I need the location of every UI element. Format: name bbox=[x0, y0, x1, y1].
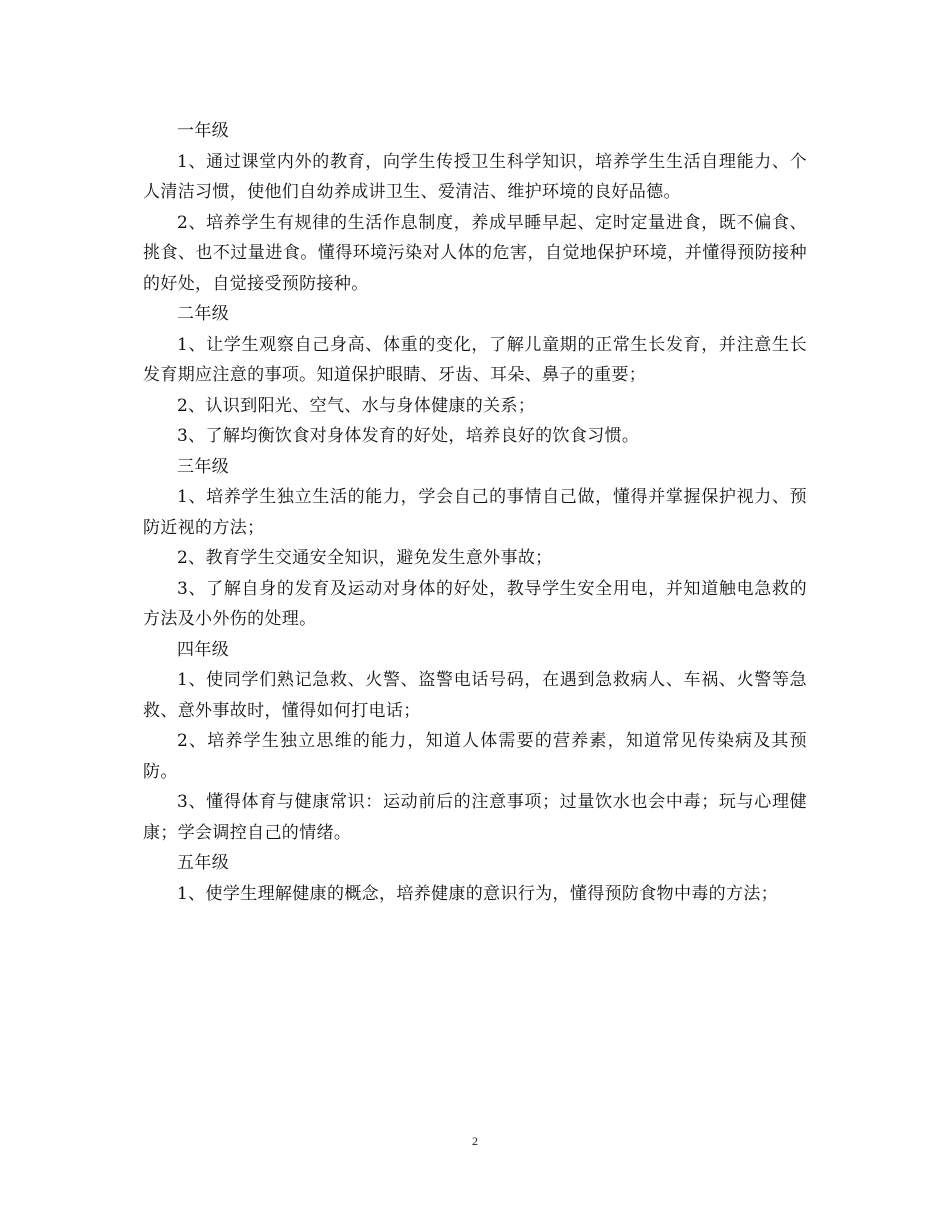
section-heading-grade-3: 三年级 bbox=[177, 456, 230, 477]
section-heading-grade-1: 一年级 bbox=[177, 121, 230, 141]
section-heading-grade-4: 四年级 bbox=[177, 639, 230, 660]
paragraph: 1、让学生观察自己身高、体重的变化，了解儿童期的正常生长发育，并注意生长发育期应注意的事项。知道保护眼睛、牙齿、耳朵、鼻子的重要； bbox=[143, 334, 807, 385]
paragraph: 3、懂得体育与健康常识：运动前后的注意事项；过量饮水也会中毒；玩与心理健康；学会调控自己的情绪。 bbox=[143, 792, 807, 843]
paragraph: 2、培养学生独立思维的能力，知道人体需要的营养素，知道常见传染病及其预防。 bbox=[143, 731, 807, 782]
paragraph: 1、使学生理解健康的概念，培养健康的意识行为，懂得预防食物中毒的方法； bbox=[177, 883, 779, 904]
paragraph: 1、培养学生独立生活的能力，学会自己的事情自己做，懂得并掌握保护视力、预防近视的方法； bbox=[143, 487, 807, 538]
paragraph: 2、认识到阳光、空气、水与身体健康的关系； bbox=[177, 395, 536, 416]
paragraph: 1、通过课堂内外的教育，向学生传授卫生科学知识，培养学生生活自理能力、个人清洁习惯，使他们自幼养成讲卫生、爱清洁、维护环境的良好品德。 bbox=[143, 151, 807, 202]
paragraph: 3、了解自身的发育及运动对身体的好处，教导学生安全用电，并知道触电急救的方法及小外伤的处理。 bbox=[143, 578, 807, 629]
paragraph: 2、教育学生交通安全知识，避免发生意外事故； bbox=[177, 548, 553, 568]
page-number: 2 bbox=[472, 1134, 478, 1148]
paragraph: 1、使同学们熟记急救、火警、盗警电话号码，在遇到急救病人、车祸、火警等急救、意外事故时，懂得如何打电话； bbox=[143, 670, 807, 721]
paragraph: 2、培养学生有规律的生活作息制度，养成早睡早起、定时定量进食，既不偏食、挑食、也不过量进食。懂得环境污染对人体的危害，自觉地保护环境，并懂得预防接种的好处，自觉接受预防接种。 bbox=[143, 212, 807, 294]
document-body bbox=[143, 116, 807, 909]
section-heading-grade-2: 二年级 bbox=[177, 304, 230, 324]
section-heading-grade-5: 五年级 bbox=[177, 853, 230, 873]
paragraph: 3、了解均衡饮食对身体发育的好处，培养良好的饮食习惯。 bbox=[177, 426, 640, 446]
